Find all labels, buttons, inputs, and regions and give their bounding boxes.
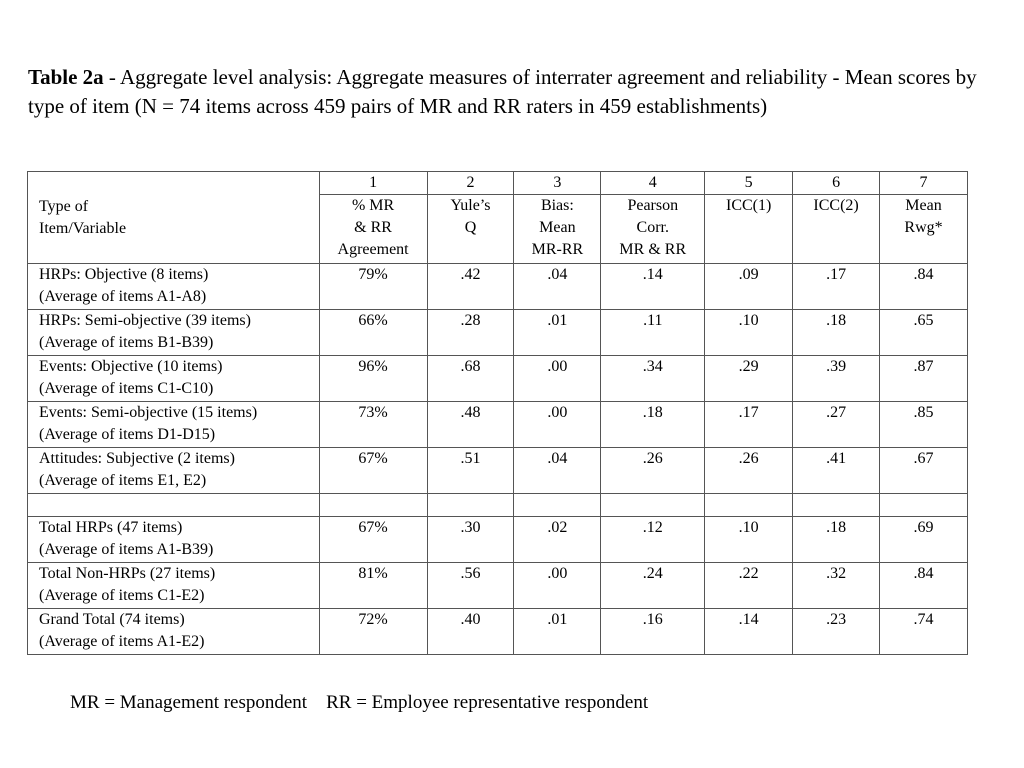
value-cell: .41 xyxy=(793,448,880,494)
row-label-cell xyxy=(28,310,320,356)
value-cell: .14 xyxy=(601,264,705,310)
value-cell: .34 xyxy=(601,356,705,402)
value-cell: .68 xyxy=(427,356,514,402)
value-cell: 72% xyxy=(319,609,427,655)
col-header-line: Mean xyxy=(905,197,942,214)
col-header-line: Pearson xyxy=(627,197,679,214)
value-cell: .56 xyxy=(427,563,514,609)
value-cell: .18 xyxy=(601,402,705,448)
value-cell: .00 xyxy=(514,402,601,448)
row-label-cell xyxy=(28,517,320,563)
value-cell: 67% xyxy=(319,517,427,563)
value-cell: .84 xyxy=(880,563,968,609)
row-label: HRPs: Semi-objective (39 items) xyxy=(39,312,251,329)
footnote-mr: MR = Management respondent xyxy=(70,692,308,713)
table-caption xyxy=(28,63,988,121)
empty-cell xyxy=(601,494,705,517)
col-header-yules-q xyxy=(427,195,514,264)
row-label: Grand Total (74 items) xyxy=(39,611,185,628)
col-number: 5 xyxy=(705,172,793,195)
value-cell: .01 xyxy=(514,310,601,356)
type-header-line1: Type of xyxy=(39,198,89,215)
col-header-icc1: ICC(1) xyxy=(705,195,793,264)
table-number: Table 2a xyxy=(28,65,104,89)
value-cell: .85 xyxy=(880,402,968,448)
value-cell: .26 xyxy=(705,448,793,494)
row-label-cell xyxy=(28,264,320,310)
row-sublabel: (Average of items E1, E2) xyxy=(39,472,207,489)
value-cell: .14 xyxy=(705,609,793,655)
col-number: 2 xyxy=(427,172,514,195)
value-cell: .10 xyxy=(705,517,793,563)
value-cell: .17 xyxy=(793,264,880,310)
col-header-line: Agreement xyxy=(337,241,409,258)
value-cell: .00 xyxy=(514,563,601,609)
value-cell: .29 xyxy=(705,356,793,402)
empty-cell xyxy=(880,494,968,517)
col-header-line: Q xyxy=(464,219,477,236)
col-header-line: Mean xyxy=(539,219,576,236)
value-cell: .11 xyxy=(601,310,705,356)
value-cell: .32 xyxy=(793,563,880,609)
value-cell: .74 xyxy=(880,609,968,655)
data-table xyxy=(27,171,968,655)
row-sublabel: (Average of items C1-C10) xyxy=(39,380,214,397)
table-row xyxy=(28,402,968,448)
value-cell: .18 xyxy=(793,517,880,563)
value-cell: .23 xyxy=(793,609,880,655)
row-sublabel: (Average of items B1-B39) xyxy=(39,334,214,351)
empty-cell xyxy=(705,494,793,517)
value-cell: 79% xyxy=(319,264,427,310)
col-header-line: Corr. xyxy=(636,219,669,236)
col-header-line: Bias: xyxy=(540,197,574,214)
value-cell: .84 xyxy=(880,264,968,310)
col-header-line: Rwg* xyxy=(904,219,943,236)
row-label-cell xyxy=(28,356,320,402)
col-header-line: MR & RR xyxy=(619,241,687,258)
value-cell: .16 xyxy=(601,609,705,655)
value-cell: 81% xyxy=(319,563,427,609)
col-header-line: MR-RR xyxy=(531,241,584,258)
row-label-cell xyxy=(28,402,320,448)
value-cell: 66% xyxy=(319,310,427,356)
row-sublabel: (Average of items A1-B39) xyxy=(39,541,214,558)
table-title: - Aggregate level analysis: Aggregate measures of interrater agreement and reliability - Mean scores by type of item (N = 74 items across 459 pairs of MR and RR raters in 459 establishments) xyxy=(28,65,977,118)
value-cell: .17 xyxy=(705,402,793,448)
value-cell: .01 xyxy=(514,609,601,655)
empty-cell xyxy=(319,494,427,517)
value-cell: .00 xyxy=(514,356,601,402)
table-row xyxy=(28,517,968,563)
value-cell: .51 xyxy=(427,448,514,494)
value-cell: .30 xyxy=(427,517,514,563)
value-cell: .02 xyxy=(514,517,601,563)
type-header-cell xyxy=(28,172,320,264)
empty-cell xyxy=(793,494,880,517)
value-cell: .18 xyxy=(793,310,880,356)
col-header-line: & RR xyxy=(354,219,392,236)
row-label: HRPs: Objective (8 items) xyxy=(39,266,209,283)
table-body xyxy=(28,172,968,655)
separator-row xyxy=(28,494,968,517)
col-header-rwg xyxy=(880,195,968,264)
value-cell: 96% xyxy=(319,356,427,402)
row-label-cell xyxy=(28,609,320,655)
row-sublabel: (Average of items C1-E2) xyxy=(39,587,205,604)
row-sublabel: (Average of items D1-D15) xyxy=(39,426,216,443)
col-number: 6 xyxy=(793,172,880,195)
value-cell: .09 xyxy=(705,264,793,310)
col-number: 4 xyxy=(601,172,705,195)
row-sublabel: (Average of items A1-A8) xyxy=(39,288,207,305)
row-label-cell xyxy=(28,563,320,609)
value-cell: .67 xyxy=(880,448,968,494)
value-cell: .27 xyxy=(793,402,880,448)
value-cell: .48 xyxy=(427,402,514,448)
value-cell: .04 xyxy=(514,448,601,494)
row-label: Total Non-HRPs (27 items) xyxy=(39,565,216,582)
value-cell: .87 xyxy=(880,356,968,402)
row-label-cell xyxy=(28,448,320,494)
table-row xyxy=(28,448,968,494)
value-cell: .40 xyxy=(427,609,514,655)
value-cell: .28 xyxy=(427,310,514,356)
value-cell: .39 xyxy=(793,356,880,402)
col-header-bias xyxy=(514,195,601,264)
table-row xyxy=(28,563,968,609)
col-header-line: Yule’s xyxy=(450,197,491,214)
value-cell: .22 xyxy=(705,563,793,609)
footnote-rr: RR = Employee representative respondent xyxy=(326,692,649,713)
column-number-row xyxy=(28,172,968,195)
value-cell: .04 xyxy=(514,264,601,310)
empty-cell xyxy=(427,494,514,517)
value-cell: 73% xyxy=(319,402,427,448)
row-label: Events: Objective (10 items) xyxy=(39,358,223,375)
value-cell: 67% xyxy=(319,448,427,494)
value-cell: .69 xyxy=(880,517,968,563)
footnote xyxy=(70,692,648,714)
value-cell: .26 xyxy=(601,448,705,494)
col-number: 1 xyxy=(319,172,427,195)
value-cell: .12 xyxy=(601,517,705,563)
row-label: Events: Semi-objective (15 items) xyxy=(39,404,258,421)
table-row xyxy=(28,310,968,356)
col-number: 7 xyxy=(880,172,968,195)
empty-cell xyxy=(28,494,320,517)
table-row xyxy=(28,264,968,310)
col-header-icc2: ICC(2) xyxy=(793,195,880,264)
empty-cell xyxy=(514,494,601,517)
col-header-line: % MR xyxy=(351,197,395,214)
table-row xyxy=(28,609,968,655)
col-header-agreement xyxy=(319,195,427,264)
value-cell: .42 xyxy=(427,264,514,310)
row-label: Total HRPs (47 items) xyxy=(39,519,183,536)
col-number: 3 xyxy=(514,172,601,195)
col-header-pearson xyxy=(601,195,705,264)
value-cell: .10 xyxy=(705,310,793,356)
value-cell: .65 xyxy=(880,310,968,356)
value-cell: .24 xyxy=(601,563,705,609)
row-sublabel: (Average of items A1-E2) xyxy=(39,633,205,650)
row-label: Attitudes: Subjective (2 items) xyxy=(39,450,235,467)
type-header-line2: Item/Variable xyxy=(39,220,127,237)
table-row xyxy=(28,356,968,402)
